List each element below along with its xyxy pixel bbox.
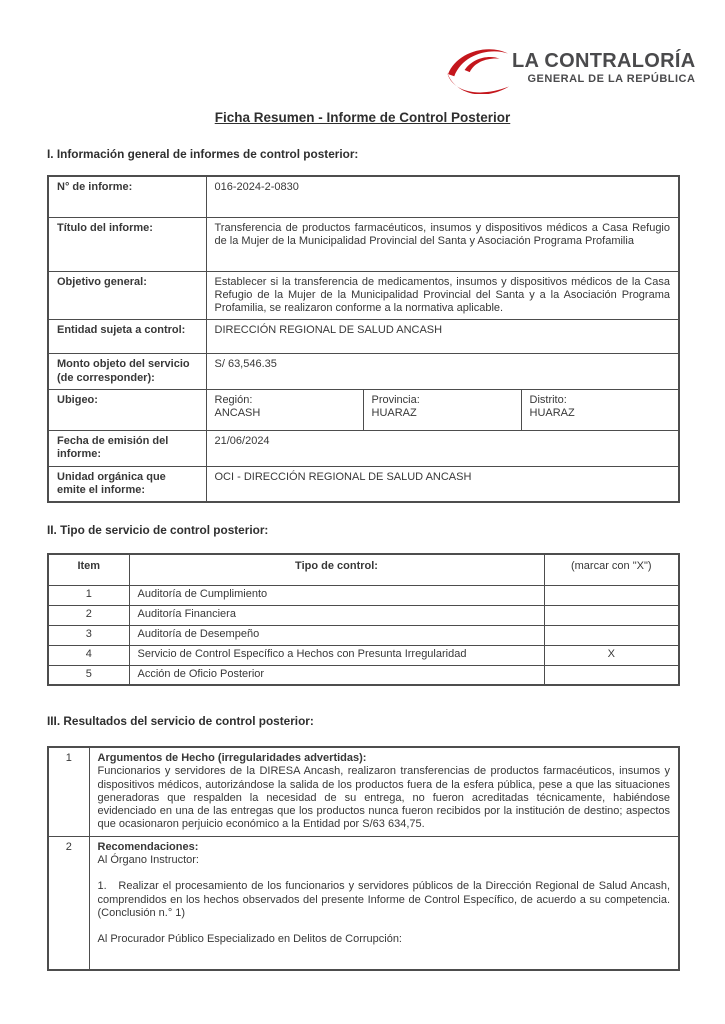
- result-body: Funcionarios y servidores de la DIRESA Ancash, realizaron transferencias de productos farmacéuticos, insumos y dispositivos médicos, autorizándose la salida de los productos fuera de la esfera pública, pese a que las situaciones generadoras que respalden la necesidad de su entrega, no fueron acreditadas técnicamente, habiéndose evidenciado en una de las entregas que los productos nunca fueron recibidos por la institución de destino; aspectos que ocasionaron perjuicio económico a la Entidad por S/63 634,75.: [97, 765, 670, 831]
- table-row: [48, 217, 679, 271]
- region-label: Región:: [214, 393, 253, 406]
- col-header-marcar: (marcar con "X"): [544, 554, 679, 585]
- results-table: [47, 746, 680, 971]
- contraloria-logo: [446, 44, 695, 94]
- row-label: N° de informe:: [48, 176, 206, 217]
- row-label: Unidad orgánica que emite el informe:: [48, 466, 206, 502]
- table-row: [48, 836, 679, 970]
- mark-cell: [544, 585, 679, 605]
- table-row: [48, 645, 679, 665]
- table-row: [48, 747, 679, 836]
- mark-cell: [544, 665, 679, 685]
- logo-subtitle: GENERAL DE LA REPÚBLICA: [527, 73, 696, 85]
- general-info-table: [47, 175, 680, 503]
- table-header-row: [48, 554, 679, 585]
- item-number: 4: [48, 645, 129, 665]
- row-value: Establecer si la transferencia de medicamentos, insumos y dispositivos médicos de la Casa Refugio de la Mujer de la Municipalidad Provincial del Santa y a la Asociación Programa Profamilia, se realizaron conforme a la normativa aplicable.: [206, 271, 679, 320]
- table-row-ubigeo: [48, 389, 679, 430]
- result-title: Argumentos de Hecho (irregularidades advertidas):: [97, 752, 367, 764]
- ubigeo-region-cell: [206, 389, 363, 430]
- row-label: Título del informe:: [48, 217, 206, 271]
- row-value: 21/06/2024: [206, 430, 679, 466]
- control-type-label: Acción de Oficio Posterior: [129, 665, 544, 685]
- logo-text-block: [512, 51, 695, 85]
- row-value: DIRECCIÓN REGIONAL DE SALUD ANCASH: [206, 320, 679, 354]
- recommendation-item: 1. Realizar el procesamiento de los funcionarios y servidores públicos de la Dirección Regional de Salud Ancash, comprendidos en los hechos observados del presente Informe de Control Específico, de acuerdo a su competencia. (Conclusión n.° 1): [97, 880, 670, 919]
- spacer: [98, 920, 671, 933]
- table-row: [48, 625, 679, 645]
- section2-heading: II. Tipo de servicio de control posterior:: [47, 523, 269, 537]
- result-content: [89, 747, 679, 836]
- section1-heading: I. Información general de informes de control posterior:: [47, 147, 359, 161]
- row-label: Entidad sujeta a control:: [48, 320, 206, 354]
- item-number: 5: [48, 665, 129, 685]
- recommendation-addressee: Al Órgano Instructor:: [97, 854, 199, 867]
- distrito-value: HUARAZ: [529, 407, 575, 420]
- row-label: Objetivo general:: [48, 271, 206, 320]
- table-row: [48, 320, 679, 354]
- row-label: Fecha de emisión del informe:: [48, 430, 206, 466]
- result-title: Recomendaciones:: [97, 840, 199, 853]
- ubigeo-distrito-cell: [521, 389, 679, 430]
- distrito-label: Distrito:: [529, 393, 567, 406]
- result-number: 2: [48, 836, 89, 970]
- recommendation-addressee: Al Procurador Público Especializado en Delitos de Corrupción:: [97, 933, 402, 946]
- table-row: [48, 585, 679, 605]
- control-type-label: Auditoría de Desempeño: [129, 625, 544, 645]
- provincia-label: Provincia:: [371, 393, 420, 406]
- control-type-label: Servicio de Control Específico a Hechos con Presunta Irregularidad: [129, 645, 544, 665]
- table-row: [48, 466, 679, 502]
- page-title: Ficha Resumen - Informe de Control Posterior: [214, 110, 511, 125]
- row-value: S/ 63,546.35: [206, 354, 679, 390]
- row-value: Transferencia de productos farmacéuticos, insumos y dispositivos médicos a Casa Refugio de la Mujer de la Municipalidad Provincial del Santa y Asociación Programa Profamilia: [206, 217, 679, 271]
- table-row: [48, 176, 679, 217]
- ubigeo-provincia-cell: [363, 389, 521, 430]
- mark-cell: X: [544, 645, 679, 665]
- provincia-value: HUARAZ: [371, 407, 417, 420]
- col-header-tipo: Tipo de control:: [129, 554, 544, 585]
- row-label: Monto objeto del servicio (de corresponder):: [48, 354, 206, 390]
- section3-heading: III. Resultados del servicio de control posterior:: [47, 714, 314, 728]
- region-value: ANCASH: [214, 407, 261, 420]
- table-row: [48, 430, 679, 466]
- result-content: [89, 836, 679, 970]
- control-type-label: Auditoría de Cumplimiento: [129, 585, 544, 605]
- spacer: [98, 867, 671, 880]
- item-number: 3: [48, 625, 129, 645]
- row-value: OCI - DIRECCIÓN REGIONAL DE SALUD ANCASH: [206, 466, 679, 502]
- table-row: [48, 665, 679, 685]
- table-row: [48, 271, 679, 320]
- item-number: 2: [48, 605, 129, 625]
- item-number: 1: [48, 585, 129, 605]
- logo-title: LA CONTRALORÍA: [512, 50, 696, 72]
- contraloria-swoosh-icon: [446, 44, 510, 94]
- mark-cell: [544, 625, 679, 645]
- table-row: [48, 354, 679, 390]
- mark-cell: [544, 605, 679, 625]
- col-header-item: Item: [48, 554, 129, 585]
- result-number: 1: [48, 747, 89, 836]
- row-value: 016-2024-2-0830: [206, 176, 679, 217]
- control-type-table: [47, 553, 680, 686]
- control-type-label: Auditoría Financiera: [129, 605, 544, 625]
- table-row: [48, 605, 679, 625]
- row-label: Ubigeo:: [48, 389, 206, 430]
